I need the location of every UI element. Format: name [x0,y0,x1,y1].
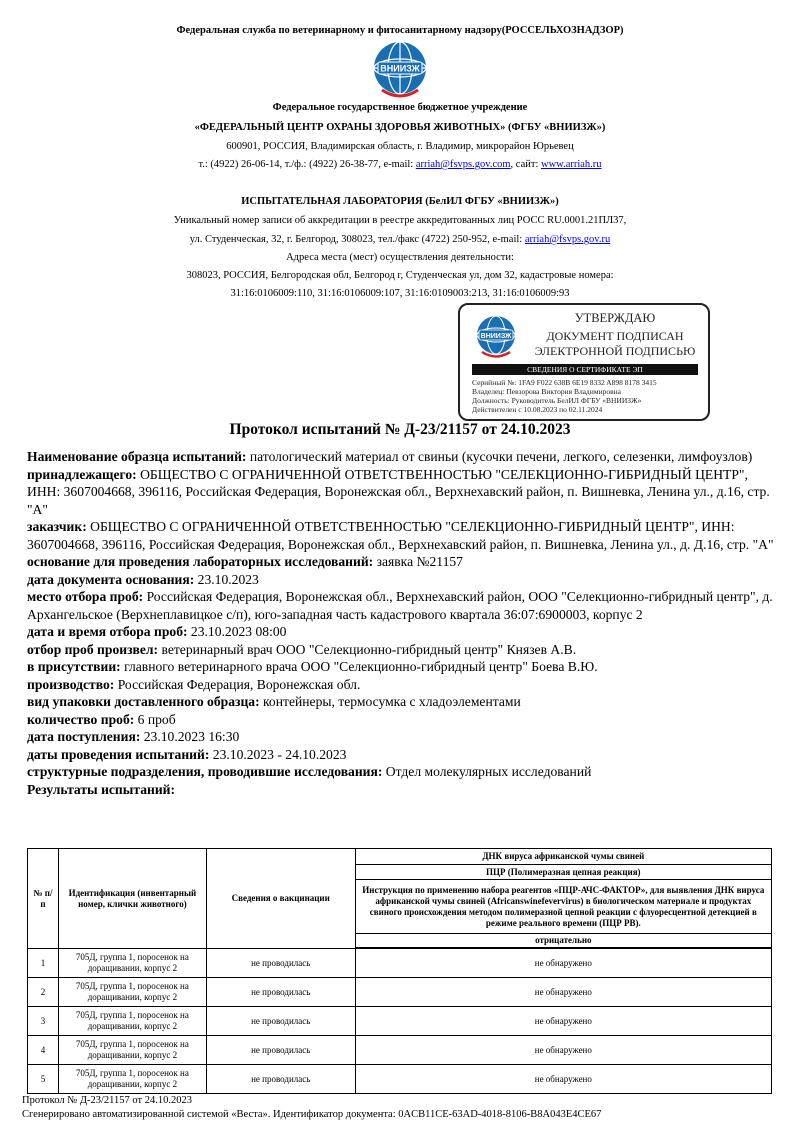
institution-type: Федеральное государственное бюджетное учреждение [272,102,528,113]
row-num: 3 [28,1007,59,1036]
lab-name: ИСПЫТАТЕЛЬНАЯ ЛАБОРАТОРИЯ (БелИЛ ФГБУ «ВНИИЗЖ») [241,196,559,207]
results-table [27,848,772,1094]
table-row [28,978,772,1007]
field-production: производство: Российская Федерация, Воронежская обл. [27,676,361,692]
table-row [28,1036,772,1065]
field-departments: структурные подразделения, проводившие исследования: Отдел молекулярных исследований [27,764,592,779]
field-owner: принадлежащего: ОБЩЕСТВО С ОГРАНИЧЕННОЙ ОТВЕТСТВЕННОСТЬЮ "СЕЛЕКЦИОННО-ГИБРИДНЫЙ ЦЕНТР", ИНН: 3607004668, 396116, Российская Федерация, Воронежская обл., Верхнехавский район, п. Вишневка, Ленина ул., д.16, стр. "А" [27,466,770,517]
stamp-line1: ДОКУМЕНТ ПОДПИСАН [546,329,684,343]
field-packaging: вид упаковки доставленного образца: контейнеры, термосумка с хладоэлементами [27,694,521,709]
field-results-heading: Результаты испытаний: [27,781,176,797]
phones-text: т.: (4922) 26-06-14, т./ф.: (4922) 26-38-77, e-mail: [198,159,416,170]
method-header: ПЦР (Полимеразная цепная реакция) [355,865,771,880]
stamp-approve: УТВЕРЖДАЮ [574,311,656,325]
table-row [28,1065,772,1094]
row-id: 705Д, группа 1, поросенок на доращивании, корпус 2 [58,1036,206,1065]
col-num-header: № п/п [28,849,59,949]
row-vacc: не проводилась [206,949,355,978]
lab-address-text: ул. Студенческая, 32, г. Белгород, 308023, тел./факс (4722) 250-952, e-mail: [189,234,525,245]
field-customer: заказчик: ОБЩЕСТВО С ОГРАНИЧЕННОЙ ОТВЕТСТВЕННОСТЬЮ "СЕЛЕКЦИОННО-ГИБРИДНЫЙ ЦЕНТР", ИНН: 3607004668, 396116, Российская Федерация, Воронежская обл., Верхнехавский район, п. Вишневка, Ленина ул., д. Д.16, стр. "А" [27,519,774,552]
stamp-serial: Серийный №: 1FA9 F022 638B 6E19 8332 A898 8178 3415 [472,378,657,387]
footer-protocol-ref: Протокол № Д-23/21157 от 24.10.2023 [22,1095,192,1106]
protocol-title: Протокол испытаний № Д-23/21157 от 24.10.2023 [229,421,571,438]
stamp-valid: Действителен с 10.08.2023 по 02.11.2024 [472,405,603,414]
stamp-cert-bar: СВЕДЕНИЯ О СЕРТИФИКАТЕ ЭП [472,364,698,375]
activity-title: Адреса места (мест) осуществления деятельности: [286,252,514,263]
row-vacc: не проводилась [206,1007,355,1036]
row-num: 5 [28,1065,59,1094]
lab-accreditation: Уникальный номер записи об аккредитации в реестре аккредитованных лиц РОСС RU.0001.21ПЛ37, [173,215,627,226]
row-id: 705Д, группа 1, поросенок на доращивании, корпус 2 [58,1007,206,1036]
lab-address [0,233,800,246]
row-vacc: не проводилась [206,1036,355,1065]
row-vacc: не проводилась [206,978,355,1007]
disease-header: ДНК вируса африканской чумы свиней [355,849,771,865]
stamp-owner: Владелец: Певзорова Виктория Владимировна [472,387,621,396]
institution-email-link[interactable]: arriah@fsvps.gov.com [415,159,511,170]
field-sample-name: Наименование образца испытаний: патологический материал от свиньи (кусочки печени, легкого, селезенки, лимфоузлов) [27,449,753,464]
norm-header: отрицательно [355,934,771,948]
stamp-logo-text: ВНИИЗЖ [480,333,512,340]
row-result: не обнаружено [355,1036,771,1065]
row-id: 705Д, группа 1, поросенок на доращивании, корпус 2 [58,1065,206,1094]
row-num: 4 [28,1036,59,1065]
institution-address: 600901, РОССИЯ, Владимирская область, г. Владимир, микрорайон Юрьевец [226,141,574,152]
field-sampled-by: отбор проб произвел: ветеринарный врач ООО "Селекционно-гибридный центр" Князев А.В. [27,641,577,657]
row-num: 1 [28,949,59,978]
field-received: дата поступления: 23.10.2023 16:30 [27,729,240,744]
row-result: не обнаружено [355,949,771,978]
row-result: не обнаружено [355,1065,771,1094]
lab-email-link[interactable]: arriah@fsvps.gov.ru [524,234,611,245]
field-in-presence: в присутствии: главного ветеринарного врача ООО "Селекционно-гибридный центр" Боева В.Ю. [27,659,598,674]
site-prefix: , сайт: [510,159,541,170]
instruction-header: Инструкция по применению набора реагентов «ПЦР-АЧС-ФАКТОР», для выявления ДНК вируса африканской чумы свиней (Africanswinefevervirus) в биологическом материале и продуктах свиного происхождения методом полимеразной цепной реакции с флуоресцентной детекцией в режиме реального времени (ПЦР РВ). [355,880,771,934]
field-basis-date: дата документа основания: 23.10.2023 [27,571,259,587]
col-id-header: Идентификация (инвентарный номер, клички животного) [58,849,206,949]
sample-fields [27,448,777,798]
cadastral-numbers: 31:16:0106009:110, 31:16:0106009:107, 31:16:0109003:213, 31:16:0106009:93 [230,288,570,299]
stamp-logo [472,313,520,361]
institution-name: «ФЕДЕРАЛЬНЫЙ ЦЕНТР ОХРАНЫ ЗДОРОВЬЯ ЖИВОТНЫХ» (ФГБУ «ВНИИЗЖ») [194,122,606,133]
institution-contacts [0,158,800,171]
field-test-dates: даты проведения испытаний: 23.10.2023 - 24.10.2023 [27,746,347,762]
field-sample-count: количество проб: 6 проб [27,711,176,727]
stamp-position: Должность: Руководитель БелИЛ ФГБУ «ВНИИЗЖ» [472,396,642,405]
field-sampling-place: место отбора проб: Российская Федерация, Воронежская обл., Верхнехавский район, ООО "Селекционно-гибридный центр", д. Архангельское (Верхнеплавицкое с/п), юго-западная часть кадастрового квартала 36:07:6900003, корпус 2 [27,589,773,622]
row-num: 2 [28,978,59,1007]
vniizh-logo [368,38,432,102]
col-vacc-header: Сведения о вакцинации [206,849,355,949]
footer-generated: Сгенерировано автоматизированной системой «Веста». Идентификатор документа: 0ACB11CE-63AD-4018-8106-B8A043E4CE67 [22,1109,602,1120]
e-signature-stamp [458,303,710,421]
table-row [28,1007,772,1036]
agency-title: Федеральная служба по ветеринарному и фитосанитарному надзору(РОССЕЛЬХОЗНАДЗОР) [176,25,624,36]
institution-site-link[interactable]: www.arriah.ru [541,159,602,170]
field-sampling-datetime: дата и время отбора проб: 23.10.2023 08:00 [27,624,287,639]
activity-address: 308023, РОССИЯ, Белгородская обл, Белгород г, Студенческая ул, дом 32, кадастровые номера: [186,270,614,281]
stamp-line2: ЭЛЕКТРОННОЙ ПОДПИСЬЮ [534,344,696,358]
table-header-row [28,849,772,865]
table-row [28,949,772,978]
row-id: 705Д, группа 1, поросенок на доращивании, корпус 2 [58,949,206,978]
row-id: 705Д, группа 1, поросенок на доращивании, корпус 2 [58,978,206,1007]
field-basis: основание для проведения лабораторных исследований: заявка №21157 [27,554,463,569]
row-result: не обнаружено [355,978,771,1007]
logo-text: ВНИИЗЖ [380,63,420,74]
row-result: не обнаружено [355,1007,771,1036]
row-vacc: не проводилась [206,1065,355,1094]
